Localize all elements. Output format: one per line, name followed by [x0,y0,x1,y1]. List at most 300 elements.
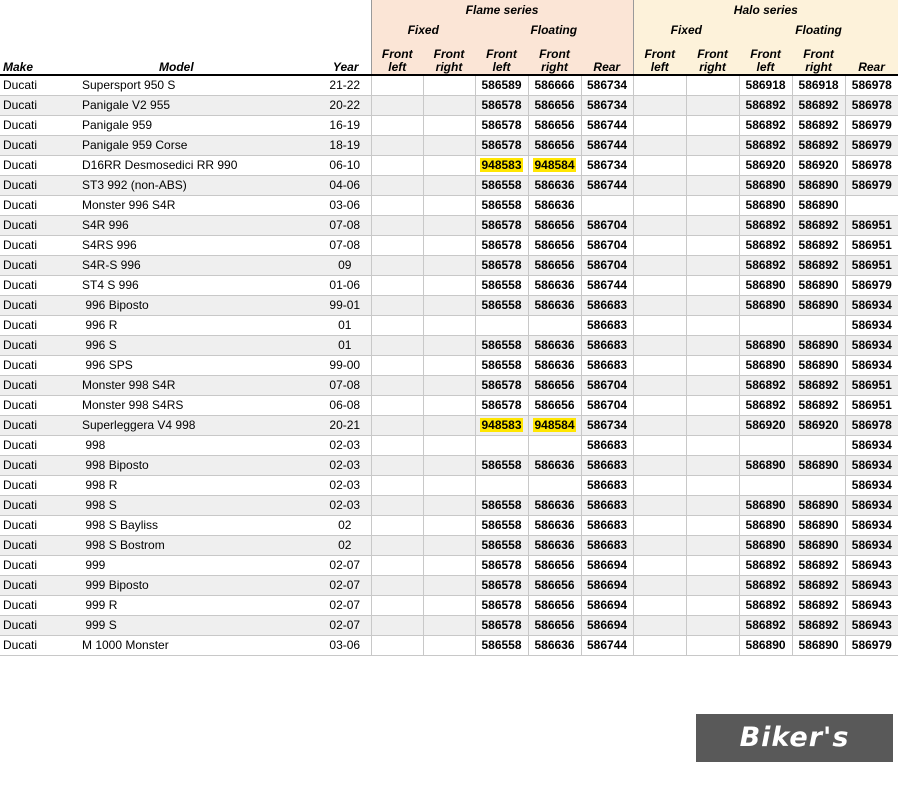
part-number-cell [423,75,475,95]
part-number-cell: 586890 [739,515,792,535]
part-number-cell: 586979 [845,115,898,135]
highlighted-part-number: 948583 [481,418,522,432]
part-number-cell: 586892 [739,615,792,635]
part-number-cell: 586920 [792,415,845,435]
part-number-cell [686,395,739,415]
part-number-cell: 586934 [845,295,898,315]
part-number-cell: 586892 [739,235,792,255]
part-number-cell: 586892 [792,395,845,415]
table-row [0,495,898,515]
part-number-cell [371,535,423,555]
part-number-cell [371,635,423,655]
part-number-cell [686,115,739,135]
part-number-cell: 586892 [792,595,845,615]
part-number-cell [686,575,739,595]
table-row [0,135,898,155]
part-number-cell [633,555,686,575]
part-number-cell [686,475,739,495]
part-number-cell [633,515,686,535]
part-number-cell [371,315,423,335]
model-cell: Monster 996 S4R [78,195,319,215]
part-number-cell: 586636 [528,195,581,215]
model-cell: 996 R [78,315,319,335]
highlighted-part-number: 948584 [534,418,575,432]
part-number-cell: 586890 [739,455,792,475]
model-cell: M 1000 Monster [78,635,319,655]
model-cell: 996 Biposto [78,295,319,315]
part-number-cell: 586892 [792,615,845,635]
part-number-cell: 586890 [792,195,845,215]
model-cell: 998 S Bostrom [78,535,319,555]
make-cell: Ducati [0,435,78,455]
part-number-cell [633,135,686,155]
halo-fixed-front-left-header-line: Front [644,47,676,61]
flame-fixed-front-right-header [423,40,475,75]
make-cell: Ducati [0,295,78,315]
part-number-cell: 586558 [475,275,528,295]
make-cell: Ducati [0,395,78,415]
part-number-cell: 586683 [581,315,633,335]
part-number-cell [528,155,581,175]
table-row [0,155,898,175]
model-cell: 998 S Bayliss [78,515,319,535]
part-number-cell [739,475,792,495]
part-number-cell: 586558 [475,455,528,475]
model-cell: D16RR Desmosedici RR 990 [78,155,319,175]
part-number-cell: 586892 [739,375,792,395]
part-number-cell: 586578 [475,215,528,235]
part-number-cell: 586656 [528,575,581,595]
model-cell: Monster 998 S4R [78,375,319,395]
part-number-cell: 586636 [528,335,581,355]
part-number-cell: 586704 [581,235,633,255]
flame-floating-rear-header: Rear [581,40,633,75]
year-cell: 21-22 [319,75,371,95]
year-cell: 02-07 [319,595,371,615]
part-number-cell: 586558 [475,635,528,655]
year-cell: 18-19 [319,135,371,155]
year-cell: 06-08 [319,395,371,415]
part-number-cell: 586636 [528,455,581,475]
part-number-cell: 586734 [581,95,633,115]
part-number-cell: 586636 [528,295,581,315]
model-cell: 999 Biposto [78,575,319,595]
part-number-cell [371,615,423,635]
part-number-cell: 586892 [792,115,845,135]
year-cell: 03-06 [319,635,371,655]
make-cell: Ducati [0,275,78,295]
part-number-cell: 586951 [845,395,898,415]
flame-fixed-header: Fixed [371,20,475,40]
model-cell: ST3 992 (non-ABS) [78,175,319,195]
table-row [0,235,898,255]
part-number-cell: 586934 [845,475,898,495]
part-number-cell: 586892 [792,255,845,275]
table-row [0,595,898,615]
halo-fixed-front-right-header-line: right [699,60,726,74]
model-cell: S4RS 996 [78,235,319,255]
part-number-cell: 586934 [845,355,898,375]
year-cell: 02-03 [319,435,371,455]
part-number-cell [423,375,475,395]
part-number-cell [633,255,686,275]
part-number-cell: 586890 [792,455,845,475]
year-cell: 01 [319,315,371,335]
highlighted-part-number: 948584 [534,158,575,172]
part-number-cell: 586656 [528,235,581,255]
part-number-cell: 586890 [792,535,845,555]
year-header: Year [319,40,371,75]
part-number-cell [633,235,686,255]
part-number-cell [423,135,475,155]
make-cell: Ducati [0,255,78,275]
flame-series-header: Flame series [371,0,633,20]
part-number-cell [686,335,739,355]
part-number-cell: 586578 [475,595,528,615]
year-cell: 02-03 [319,495,371,515]
part-number-cell: 586892 [739,255,792,275]
make-cell: Ducati [0,315,78,335]
header-blank [0,20,371,40]
part-number-cell [845,195,898,215]
table-row [0,455,898,475]
table-row [0,475,898,495]
part-number-cell: 586578 [475,135,528,155]
part-number-cell: 586683 [581,295,633,315]
halo-fixed-front-left-header [633,40,686,75]
part-number-cell: 586943 [845,575,898,595]
part-number-cell [371,515,423,535]
part-number-cell: 586892 [792,135,845,155]
year-cell: 02-03 [319,475,371,495]
part-number-cell: 586978 [845,155,898,175]
part-number-cell: 586683 [581,335,633,355]
part-number-cell: 586890 [739,495,792,515]
part-number-cell [423,255,475,275]
year-cell: 16-19 [319,115,371,135]
part-number-cell: 586558 [475,515,528,535]
table-row [0,175,898,195]
part-number-cell [633,395,686,415]
flame-floating-header: Floating [475,20,633,40]
model-cell: S4R 996 [78,215,319,235]
part-number-cell: 586918 [792,75,845,95]
table-row [0,415,898,435]
part-number-cell: 586744 [581,275,633,295]
part-number-cell [371,555,423,575]
part-number-cell: 586558 [475,295,528,315]
year-cell: 20-22 [319,95,371,115]
part-number-cell: 586890 [739,195,792,215]
part-number-cell: 586558 [475,195,528,215]
part-number-cell: 586656 [528,95,581,115]
part-number-cell: 586683 [581,455,633,475]
part-number-cell [371,95,423,115]
part-number-cell [633,195,686,215]
part-number-cell [423,415,475,435]
part-number-cell [739,315,792,335]
part-number-cell [686,235,739,255]
part-number-cell [371,215,423,235]
part-number-cell: 586694 [581,575,633,595]
table-row [0,375,898,395]
part-number-cell: 586943 [845,615,898,635]
halo-floating-front-left-header [739,40,792,75]
part-number-cell: 586656 [528,555,581,575]
part-number-cell [371,355,423,375]
make-cell: Ducati [0,235,78,255]
part-number-cell [633,435,686,455]
part-number-cell [633,475,686,495]
part-number-cell [686,155,739,175]
part-number-cell: 586558 [475,535,528,555]
part-number-cell [739,435,792,455]
part-number-cell [633,615,686,635]
part-number-cell [633,415,686,435]
part-number-cell [423,475,475,495]
part-number-cell: 586890 [792,175,845,195]
table-row [0,395,898,415]
part-number-cell [528,315,581,335]
model-cell: 996 SPS [78,355,319,375]
part-number-cell [423,435,475,455]
part-number-cell [633,75,686,95]
year-cell: 09 [319,255,371,275]
part-number-cell [371,295,423,315]
make-header: Make [0,40,78,75]
part-number-cell: 586890 [792,295,845,315]
part-number-cell [686,295,739,315]
model-cell: Panigale 959 [78,115,319,135]
part-number-cell [686,535,739,555]
table-row [0,335,898,355]
year-cell: 99-00 [319,355,371,375]
model-cell: Monster 998 S4RS [78,395,319,415]
part-number-cell: 586558 [475,335,528,355]
part-number-cell [423,355,475,375]
part-number-cell: 586636 [528,495,581,515]
part-number-cell: 586558 [475,495,528,515]
part-number-cell [528,415,581,435]
part-number-cell: 586636 [528,275,581,295]
make-cell: Ducati [0,455,78,475]
part-number-cell: 586656 [528,255,581,275]
part-number-cell [475,415,528,435]
flame-fixed-front-left-header-line: Front [381,47,413,61]
halo-fixed-header: Fixed [633,20,739,40]
part-number-cell: 586890 [739,295,792,315]
part-number-cell [633,155,686,175]
part-number-cell: 586892 [792,235,845,255]
part-number-cell [686,355,739,375]
part-number-cell: 586578 [475,375,528,395]
part-number-cell: 586704 [581,255,633,275]
make-cell: Ducati [0,555,78,575]
table-row [0,95,898,115]
part-number-cell [686,615,739,635]
part-number-cell: 586656 [528,135,581,155]
part-number-cell [633,535,686,555]
part-number-cell: 586892 [739,575,792,595]
model-cell: 999 R [78,595,319,615]
year-cell: 03-06 [319,195,371,215]
part-number-cell: 586943 [845,595,898,615]
table-row [0,75,898,95]
part-number-cell: 586951 [845,375,898,395]
part-number-cell: 586656 [528,115,581,135]
part-number-cell [686,75,739,95]
part-number-cell: 586920 [739,415,792,435]
part-number-cell [633,175,686,195]
table-row [0,215,898,235]
part-number-cell [423,275,475,295]
part-number-cell: 586979 [845,275,898,295]
part-number-cell: 586656 [528,395,581,415]
part-number-cell: 586890 [792,515,845,535]
part-number-cell: 586656 [528,595,581,615]
part-number-cell [633,95,686,115]
part-number-cell [475,315,528,335]
part-number-cell [686,195,739,215]
part-number-cell: 586744 [581,115,633,135]
part-number-cell [792,435,845,455]
part-number-cell: 586704 [581,395,633,415]
part-number-cell: 586683 [581,475,633,495]
make-cell: Ducati [0,515,78,535]
year-cell: 02-07 [319,555,371,575]
part-number-cell [686,215,739,235]
part-number-cell: 586578 [475,575,528,595]
part-number-cell [633,495,686,515]
part-number-cell [423,215,475,235]
part-number-cell [686,275,739,295]
part-number-cell: 586694 [581,555,633,575]
part-number-cell [423,555,475,575]
year-cell: 06-10 [319,155,371,175]
halo-floating-front-right-header [792,40,845,75]
part-number-cell [633,215,686,235]
part-number-cell [475,155,528,175]
model-cell: 998 S [78,495,319,515]
flame-fixed-front-right-header-line: right [435,60,463,74]
part-number-cell [686,315,739,335]
part-number-cell: 586890 [739,275,792,295]
part-number-cell: 586978 [845,95,898,115]
part-number-cell: 586734 [581,155,633,175]
part-number-cell [371,75,423,95]
part-number-cell [371,235,423,255]
part-number-cell [528,475,581,495]
part-number-cell: 586578 [475,555,528,575]
part-number-cell [423,535,475,555]
part-number-cell [423,295,475,315]
table-row [0,355,898,375]
part-number-cell [686,135,739,155]
table-row [0,255,898,275]
make-cell: Ducati [0,195,78,215]
part-number-cell [371,135,423,155]
part-number-cell [371,115,423,135]
part-number-cell: 586979 [845,175,898,195]
make-cell: Ducati [0,535,78,555]
year-cell: 04-06 [319,175,371,195]
year-cell: 07-08 [319,215,371,235]
part-number-cell: 586951 [845,215,898,235]
part-number-cell: 586890 [792,635,845,655]
year-cell: 02-03 [319,455,371,475]
part-number-cell [633,455,686,475]
halo-fixed-front-right-header-line: Front [697,47,728,61]
part-number-cell: 586656 [528,375,581,395]
part-number-cell [423,395,475,415]
make-cell: Ducati [0,75,78,95]
halo-floating-front-right-header-line: Front [803,47,834,61]
part-number-cell [686,255,739,275]
part-number-cell [423,615,475,635]
part-number-cell: 586890 [792,275,845,295]
model-header: Model [78,40,319,75]
part-number-cell [371,395,423,415]
part-number-cell [371,375,423,395]
part-number-cell: 586934 [845,515,898,535]
model-cell: 999 S [78,615,319,635]
model-cell: 996 S [78,335,319,355]
make-cell: Ducati [0,115,78,135]
part-number-cell: 586636 [528,635,581,655]
part-number-cell [423,95,475,115]
part-number-cell [371,275,423,295]
part-number-cell [423,175,475,195]
flame-floating-front-right-header [528,40,581,75]
part-number-cell [371,415,423,435]
part-number-cell [423,635,475,655]
part-number-cell [371,455,423,475]
part-number-cell: 586683 [581,515,633,535]
part-number-cell: 586636 [528,515,581,535]
part-number-cell: 586890 [739,635,792,655]
part-number-cell [686,595,739,615]
part-number-cell [423,575,475,595]
part-number-cell: 586734 [581,415,633,435]
part-number-cell [371,155,423,175]
part-number-cell: 586892 [739,135,792,155]
part-number-cell [371,435,423,455]
part-number-cell: 586978 [845,75,898,95]
part-number-cell: 586636 [528,535,581,555]
part-number-cell: 586704 [581,375,633,395]
part-number-cell: 586892 [792,555,845,575]
part-number-cell: 586892 [739,215,792,235]
part-number-cell [686,555,739,575]
flame-fixed-front-left-header [371,40,423,75]
part-number-cell: 586694 [581,615,633,635]
table-row [0,115,898,135]
table-row [0,195,898,215]
part-number-cell [633,315,686,335]
part-number-cell [686,515,739,535]
part-number-cell [686,375,739,395]
model-cell: Supersport 950 S [78,75,319,95]
part-number-cell: 586683 [581,535,633,555]
part-number-cell [792,315,845,335]
year-cell: 99-01 [319,295,371,315]
halo-floating-header: Floating [739,20,898,40]
flame-fixed-front-left-header-line: left [388,60,407,74]
model-cell: 998 R [78,475,319,495]
flame-floating-front-right-header-line: right [541,60,568,74]
halo-floating-front-right-header-line: right [805,60,832,74]
year-cell: 01-06 [319,275,371,295]
